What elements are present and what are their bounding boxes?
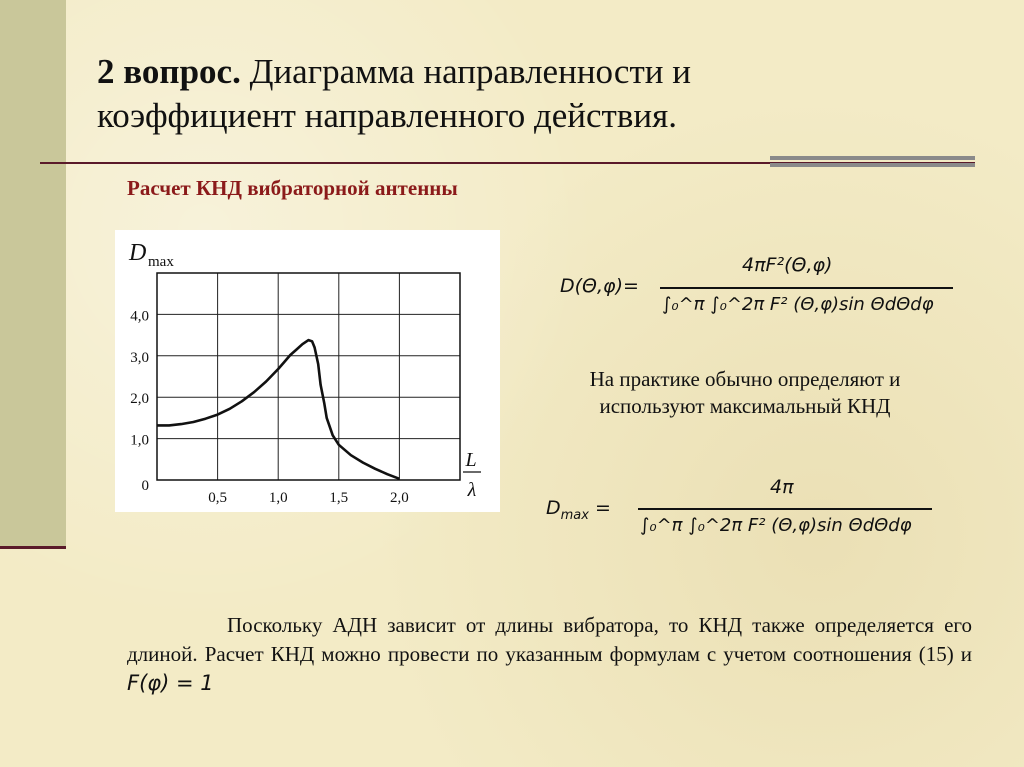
title-line2: коэффициент направленного действия. (97, 96, 677, 135)
y-tick-label: 0 (141, 478, 149, 494)
chart-labels (128, 240, 481, 506)
formula1-fraction-bar (660, 287, 953, 289)
chart-panel (115, 230, 500, 512)
x-tick-label: 2,0 (390, 490, 409, 506)
slide-title (97, 50, 897, 138)
formula2-numerator: 4π (770, 476, 794, 498)
formula2-lhs-sub: max (560, 507, 589, 523)
title-line1: Диаграмма направленности и (240, 52, 691, 91)
x-axis-title-numerator: L (465, 449, 477, 471)
y-axis-title: D (129, 240, 147, 266)
formula1-numerator: 4πF²(Θ,φ) (742, 254, 833, 276)
x-tick-label: 1,0 (268, 490, 288, 506)
formula2-lhs (546, 497, 611, 523)
formula2-fraction-bar (638, 508, 932, 510)
chart-axes (157, 273, 460, 480)
left-accent-underline (0, 546, 66, 549)
y-tick-label: 3,0 (130, 349, 149, 366)
formula2-lhs-main: D (546, 497, 561, 519)
formula2-eq: = (595, 497, 611, 519)
left-accent-bar (0, 0, 66, 548)
x-axis-title-denominator: λ (467, 479, 477, 501)
paragraph-text: Поскольку АДН зависит от длины вибратора, то КНД также определяется его длиной. Расчет КНД можно провести по указанным формулам с учетом соотношения (15) и (127, 613, 972, 666)
paragraph-math: F(φ) = 1 (127, 671, 214, 695)
chart-grid (157, 273, 460, 480)
practice-note (540, 366, 950, 420)
x-tick-label: 1,5 (329, 490, 349, 506)
y-tick-label: 4,0 (130, 308, 149, 325)
formula1-lhs: D(Θ,φ)= (560, 275, 639, 297)
y-axis-title-sub: max (148, 254, 174, 270)
formula1-denominator: ∫₀^π ∫₀^2π F² (Θ,φ)sin ΘdΘdφ (662, 294, 934, 315)
plot-frame (157, 273, 460, 480)
y-tick-label: 1,0 (130, 432, 149, 449)
note-line2: используют максимальный КНД (599, 394, 891, 418)
section-subtitle: Расчет КНД вибраторной антенны (127, 176, 458, 200)
dmax-chart (115, 230, 500, 512)
body-paragraph (127, 611, 972, 698)
x-tick-label: 0,5 (208, 490, 227, 506)
note-line1: На практике обычно определяют и (589, 367, 901, 391)
divider-accent (770, 156, 975, 176)
formula2-denominator: ∫₀^π ∫₀^2π F² (Θ,φ)sin ΘdΘdφ (640, 515, 912, 536)
y-tick-label: 2,0 (130, 391, 149, 408)
title-bold-prefix: 2 вопрос. (97, 52, 241, 91)
